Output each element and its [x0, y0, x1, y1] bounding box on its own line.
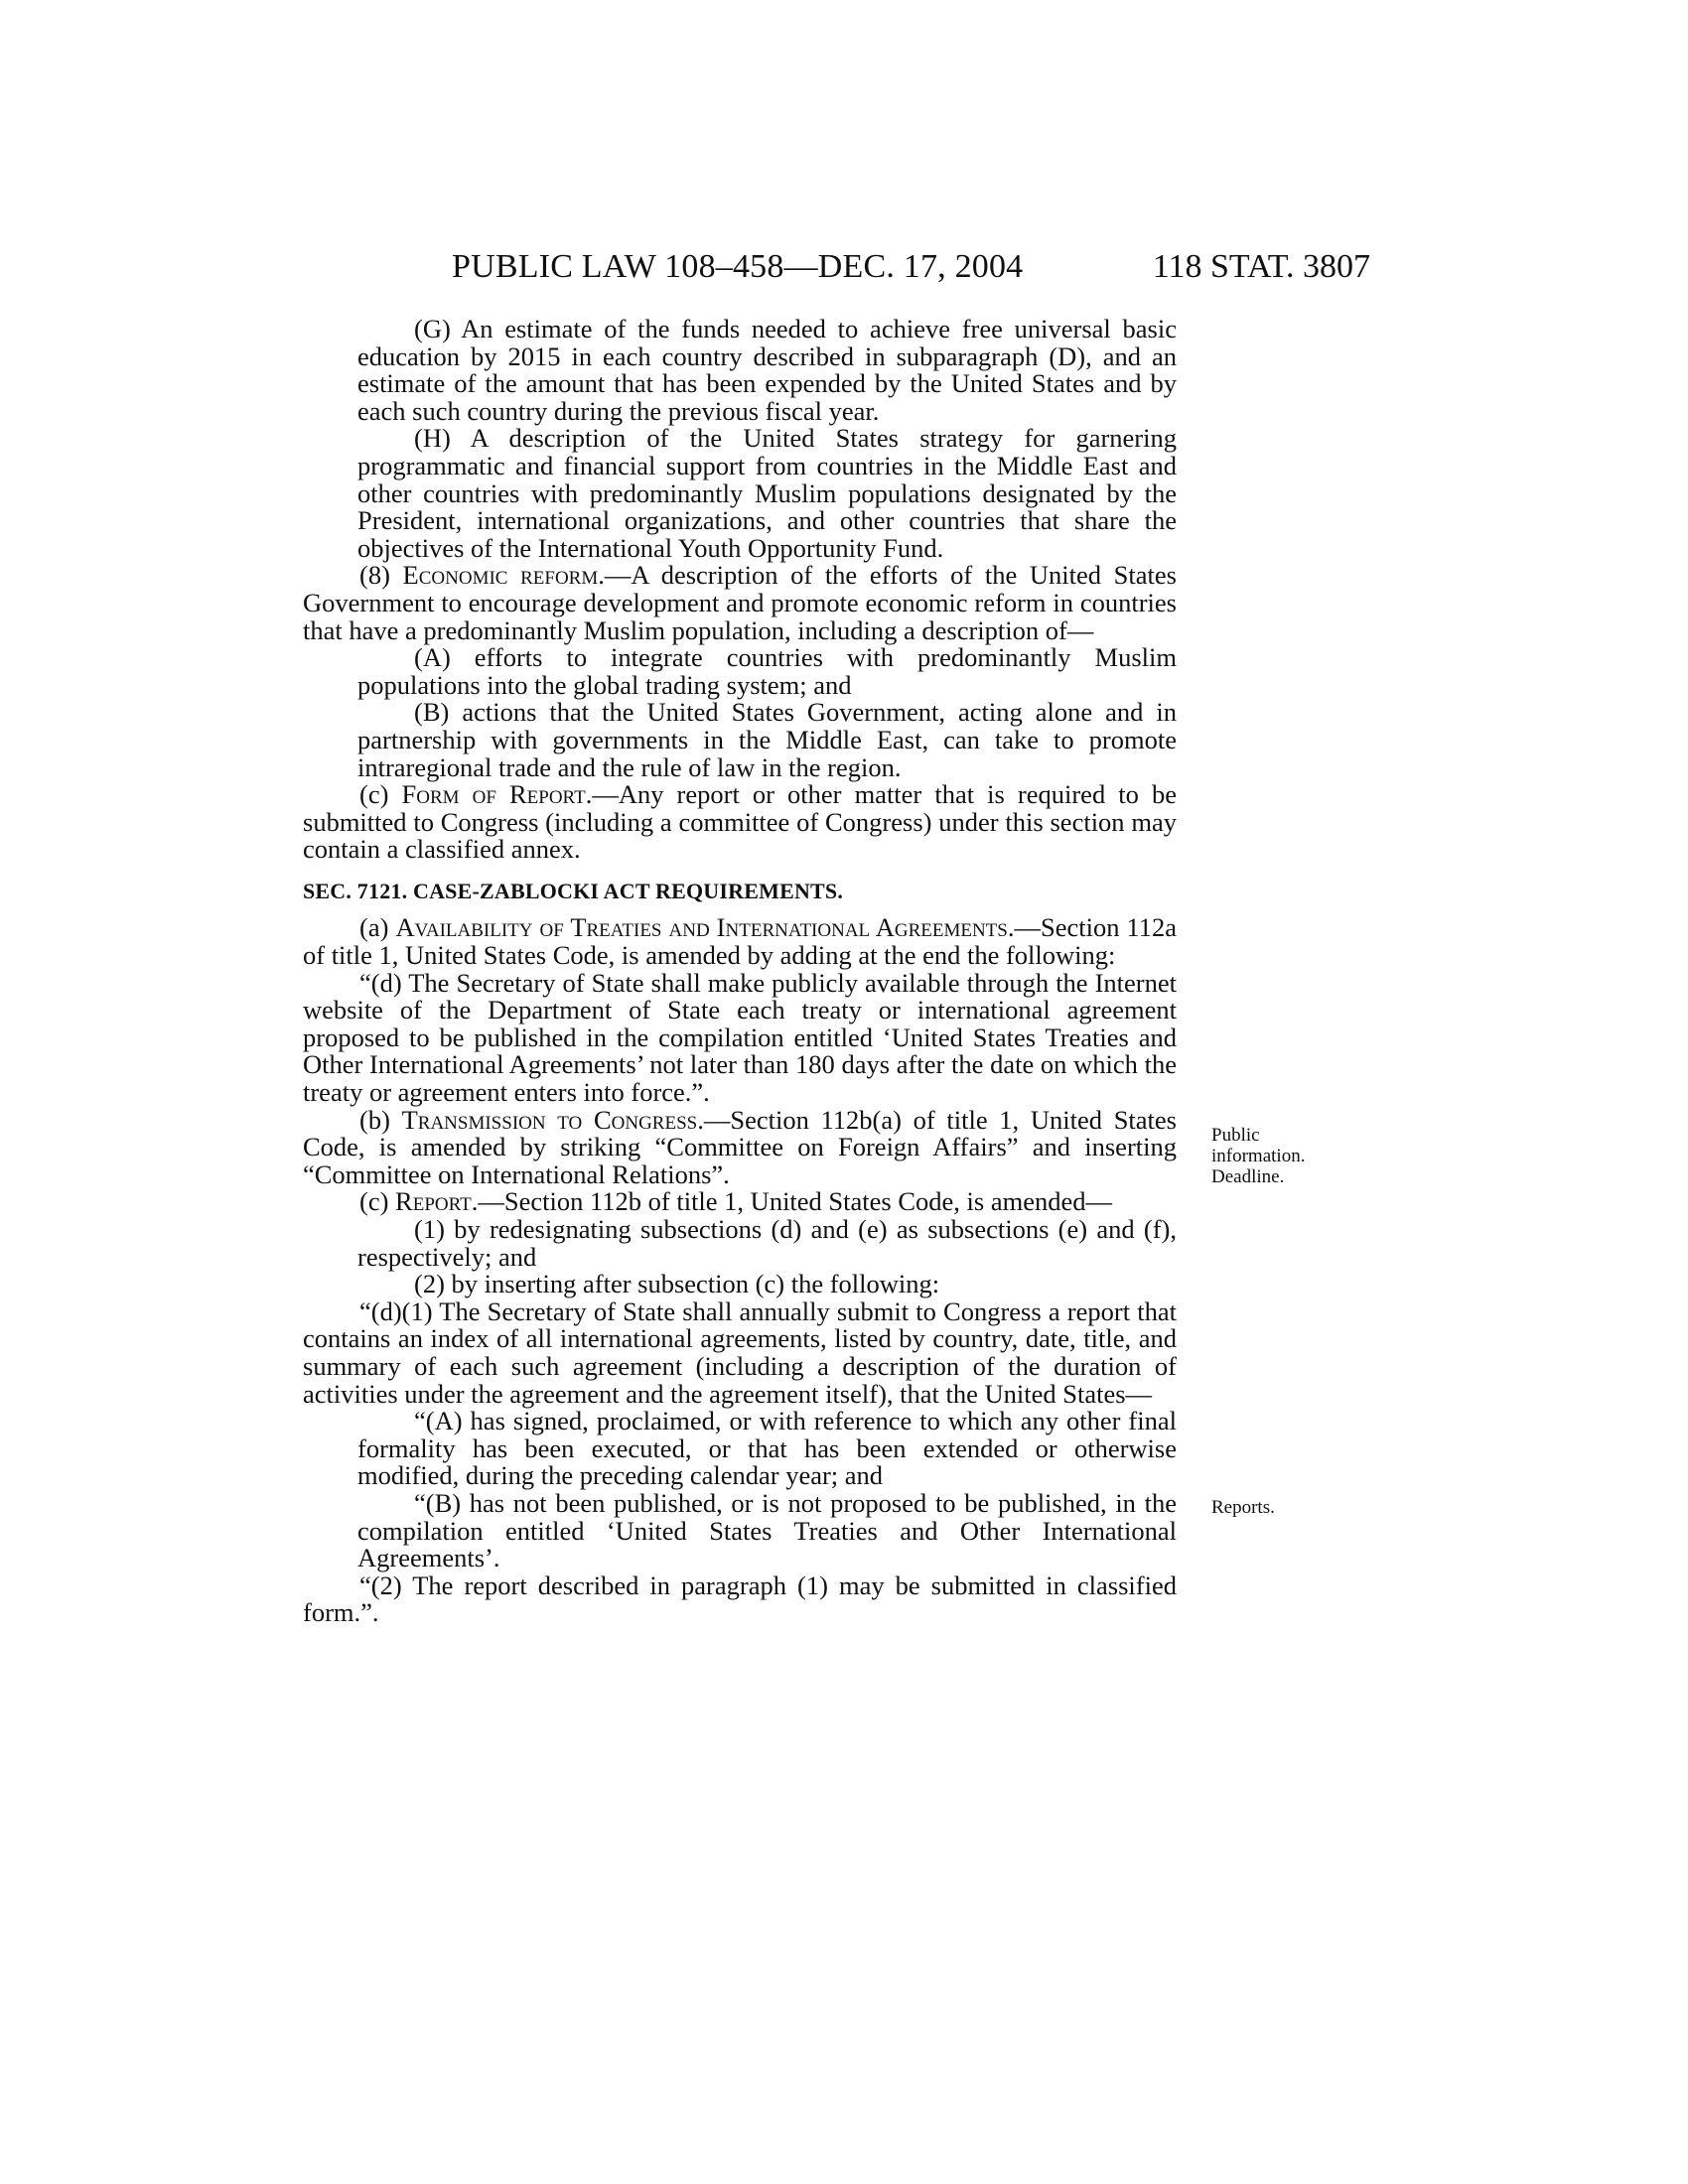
margin-note-reports: Reports. — [1211, 1497, 1275, 1518]
subsection-a-heading: Availability of Treaties and International Agreements — [395, 912, 1008, 943]
quoted-d1b: “(B) has not been published, or is not proposed to be published, in the compilation entitled ‘United States Treaties and Other International Agreements’. — [357, 1487, 1177, 1573]
paragraph-8a: (A) efforts to integrate countries with predominantly Muslim populations into the global trading system; and — [357, 642, 1177, 700]
running-head-title: PUBLIC LAW 108–458—DEC. 17, 2004 — [452, 248, 1024, 285]
subsection-c-report: (c) Report.—Section 112b of title 1, United States Code, is amended— — [359, 1186, 1112, 1217]
paragraph-g: (G) An estimate of the funds needed to achieve free universal basic education by 2015 in each country described in subparagraph (D), and an estimate of the amount that has been expended by the United States and by each such country during the previous fiscal year. — [357, 314, 1177, 426]
subsection-c-report-heading: Report — [395, 1186, 472, 1217]
paragraph-c2: (2) by inserting after subsection (c) the following: — [414, 1269, 940, 1299]
paragraph-8: (8) Economic reform.—A description of the efforts of the United States Government to encourage development and promote economic reform in countries that have a predominantly Muslim population, including a description of— — [303, 560, 1177, 645]
margin-note-public-information: Public information. Deadline. — [1211, 1125, 1306, 1187]
subsection-a: (a) Availability of Treaties and International Agreements.—Section 112a of title 1, United States Code, is amended by adding at the end the following: — [303, 912, 1177, 971]
page-number: 118 STAT. 3807 — [1152, 248, 1370, 285]
quoted-d2: “(2) The report described in paragraph (1) may be submitted in classified form.”. — [303, 1570, 1177, 1628]
quoted-d1: “(d)(1) The Secretary of State shall annually submit to Congress a report that contains an index of all international agreements, listed by country, date, title, and summary of each such agreement (including a description of the duration of activities under the agreement and the agreement itself), that the United States— — [303, 1296, 1177, 1409]
paragraph-c1: (1) by redesignating subsections (d) and (e) as subsections (e) and (f), respectively; and — [357, 1214, 1177, 1272]
section-heading: SEC. 7121. CASE-ZABLOCKI ACT REQUIREMENTS. — [303, 878, 844, 903]
running-head — [303, 248, 1370, 288]
paragraph-8b: (B) actions that the United States Government, acting alone and in partnership with governments in the Middle East, can take to promote intraregional trade and the rule of law in the region. — [357, 697, 1177, 782]
subsection-c-heading: Form of Report — [401, 779, 586, 810]
paragraph-8-heading: Economic reform — [402, 560, 599, 591]
body-text — [303, 316, 1177, 1627]
subsection-b-heading: Transmission to Congress — [401, 1104, 698, 1135]
paragraph-h: (H) A description of the United States strategy for garnering programmatic and financial support from countries in the Middle East and other countries with predominantly Muslim populations designated by the President, international organizations, and other countries that share the objectives of the International Youth Opportunity Fund. — [357, 423, 1177, 563]
quoted-d1a: “(A) has signed, proclaimed, or with reference to which any other final formality has been executed, or that has been extended or otherwise modified, during the preceding calendar year; and — [357, 1406, 1177, 1491]
quoted-subsection-d: “(d) The Secretary of State shall make publicly available through the Internet website of the Department of State each treaty or international agreement proposed to be published in the compilation entitled ‘United States Treaties and Other International Agreements’ not later than 180 days after the date on which the treaty or agreement enters into force.”. — [303, 967, 1177, 1108]
subsection-b: (b) Transmission to Congress.—Section 112b(a) of title 1, United States Code, is amended by striking “Committee on Foreign Affairs” and inserting “Committee on International Relations”. — [303, 1104, 1177, 1189]
subsection-c-form: (c) Form of Report.—Any report or other matter that is required to be submitted to Congress (including a committee of Congress) under this section may contain a classified annex. — [303, 779, 1177, 865]
